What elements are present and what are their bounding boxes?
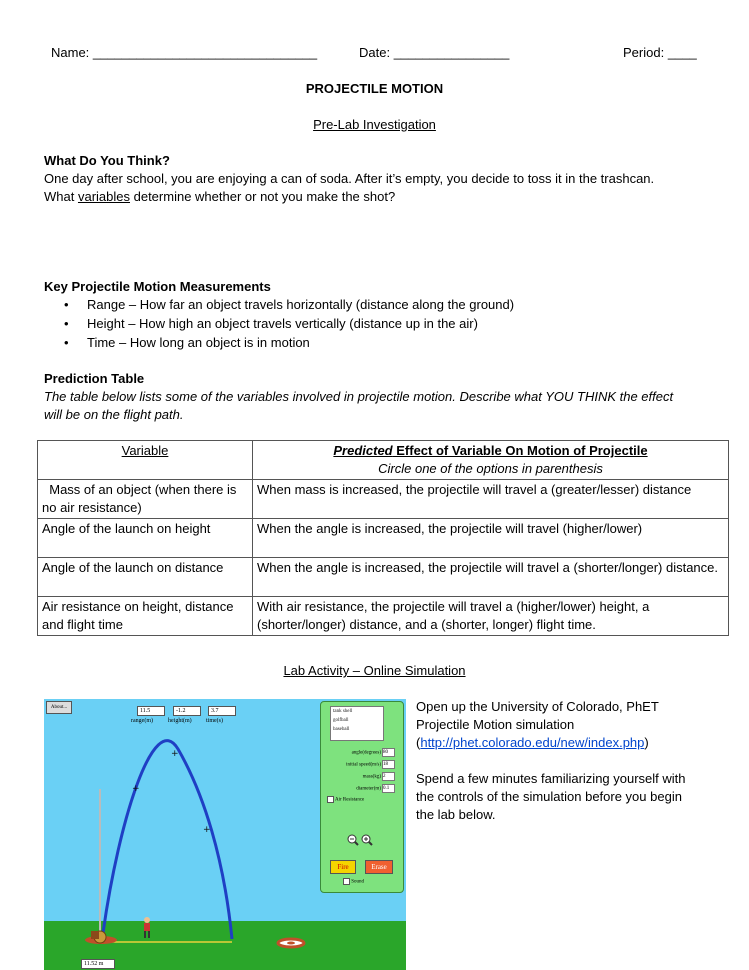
date-blank: ________________	[393, 45, 510, 60]
diameter-row	[325, 784, 395, 794]
diameter-input[interactable]: 0.1	[382, 784, 395, 793]
angle-row	[325, 748, 395, 758]
erase-button[interactable]: Erase	[365, 860, 393, 874]
simulation-screenshot	[44, 699, 406, 970]
lab-p2-line2: the controls of the simulation before you begin	[416, 789, 682, 804]
distance-readout: 11.52 m	[81, 959, 115, 969]
name-blank: _______________________________	[92, 45, 318, 60]
prediction-heading: Prediction Table	[44, 371, 145, 386]
cannon-wheel	[91, 931, 99, 939]
angle-input[interactable]: 80	[382, 748, 395, 757]
date-label: Date:	[359, 45, 391, 60]
lab-p1-line3	[416, 734, 736, 752]
list-item[interactable]: golfball	[333, 718, 349, 723]
table-row	[38, 519, 729, 558]
speed-label: initial speed(m/s)	[346, 762, 381, 768]
link-close-paren: )	[644, 735, 649, 750]
target-center	[287, 942, 295, 945]
lab-p1-line2: Projectile Motion simulation	[416, 717, 575, 732]
link-open-paren: (	[416, 735, 421, 750]
lab-heading: Lab Activity – Online Simulation	[283, 663, 466, 678]
effect-cell: When the angle is increased, the projectile will travel (higher/lower)	[253, 519, 729, 558]
page-title: PROJECTILE MOTION	[305, 81, 444, 96]
col-effect-header	[253, 441, 729, 480]
name-label: Name:	[51, 45, 90, 60]
zoom-controls	[347, 834, 375, 846]
variable-cell: Mass of an object (when there is no air resistance)	[38, 480, 253, 519]
control-panel	[320, 701, 404, 893]
key-heading: Key Projectile Motion Measurements	[44, 279, 271, 294]
col-effect-label: Effect of Variable On Motion of Projectile	[392, 443, 648, 458]
time-readout: 3.7	[208, 706, 236, 716]
sound-label: Sound	[351, 879, 365, 885]
diameter-label: diameter(m)	[356, 786, 381, 792]
sound-checkbox[interactable]	[343, 878, 350, 885]
col-effect-sub: Circle one of the options in parenthesis	[378, 461, 603, 476]
col-effect-predicted: Predicted	[333, 443, 393, 458]
what-think-line1: One day after school, you are enjoying a can of soda. After it’s empty, you decide to toss it in the trashcan.	[44, 171, 655, 186]
phet-link[interactable]: http://phet.colorado.edu/new/index.php	[420, 735, 645, 750]
what-think-line2-post: determine whether or not you make the shot?	[130, 189, 396, 204]
date-field	[359, 44, 509, 62]
period-label: Period:	[623, 45, 665, 60]
effect-cell: When the angle is increased, the projectile will travel a (shorter/longer) distance.	[253, 558, 729, 597]
trajectory-curve	[103, 741, 232, 939]
page-subtitle: Pre-Lab Investigation	[313, 117, 436, 132]
lab-p1-line1: Open up the University of Colorado, PhET	[416, 699, 659, 714]
time-label: time(s)	[206, 718, 223, 724]
period-blank: ____	[667, 45, 697, 60]
air-resistance-label: Air Resistance	[334, 797, 365, 803]
period-field	[623, 44, 697, 62]
name-field	[51, 44, 317, 62]
range-label: range(m)	[131, 718, 153, 724]
object-list[interactable]	[330, 706, 384, 741]
list-item[interactable]: baseball	[333, 727, 350, 732]
col-variable-header	[38, 441, 253, 480]
mass-row	[325, 772, 395, 782]
prediction-intro-1: The table below lists some of the variables involved in projectile motion. Describe what YOU THINK the effect	[44, 389, 674, 404]
variables-word: variables	[77, 189, 130, 204]
key-list	[44, 296, 514, 353]
sound-row	[343, 878, 406, 887]
height-label: height(m)	[168, 718, 192, 724]
table-row	[38, 597, 729, 636]
trajectory-marker: +	[171, 749, 179, 759]
speed-input[interactable]: 18	[382, 760, 395, 769]
list-item: • Time – How long an object is in motion	[44, 334, 514, 353]
lab-p2-line1: Spend a few minutes familiarizing yourself with	[416, 771, 686, 786]
variable-cell: Angle of the launch on height	[38, 519, 253, 558]
zoom-out-icon[interactable]	[348, 835, 358, 845]
variable-cell: Angle of the launch on distance	[38, 558, 253, 597]
range-readout: 11.5	[137, 706, 165, 716]
lab-instructions	[416, 698, 736, 824]
height-readout: -1.2	[173, 706, 201, 716]
fire-button[interactable]: Fire	[330, 860, 356, 874]
what-think-line2	[44, 188, 395, 206]
table-header-row	[38, 441, 729, 480]
prediction-intro-2: will be on the flight path.	[44, 407, 184, 422]
table-row	[38, 558, 729, 597]
what-think-heading: What Do You Think?	[44, 153, 170, 168]
trajectory-marker: +	[203, 825, 211, 835]
prediction-table	[37, 440, 729, 636]
mass-input[interactable]: 2	[382, 772, 395, 781]
list-item: • Range – How far an object travels horizontally (distance along the ground)	[44, 296, 514, 315]
speed-row	[325, 760, 395, 770]
effect-cell: With air resistance, the projectile will travel a (higher/lower) height, a (shorter/longer) distance, and a (shorter, longer) flight time.	[253, 597, 729, 636]
effect-cell: When mass is increased, the projectile will travel a (greater/lesser) distance	[253, 480, 729, 519]
mass-label: mass(kg)	[362, 774, 381, 780]
lab-p2-line3: the lab below.	[416, 807, 496, 822]
variable-cell: Air resistance on height, distance and flight time	[38, 597, 253, 636]
air-resistance-checkbox[interactable]	[327, 796, 334, 803]
zoom-in-icon[interactable]	[362, 835, 372, 845]
what-think-line2-pre: What	[44, 189, 78, 204]
col-variable-label: Variable	[121, 443, 169, 458]
person-icon	[144, 917, 150, 938]
trajectory-marker: +	[132, 784, 140, 794]
list-item[interactable]: tank shell	[333, 709, 353, 714]
air-resistance-row	[327, 796, 397, 805]
list-item: • Height – How high an object travels vertically (distance up in the air)	[44, 315, 514, 334]
table-row	[38, 480, 729, 519]
about-button[interactable]: About...	[46, 701, 72, 714]
angle-label: angle(degrees)	[351, 750, 381, 756]
